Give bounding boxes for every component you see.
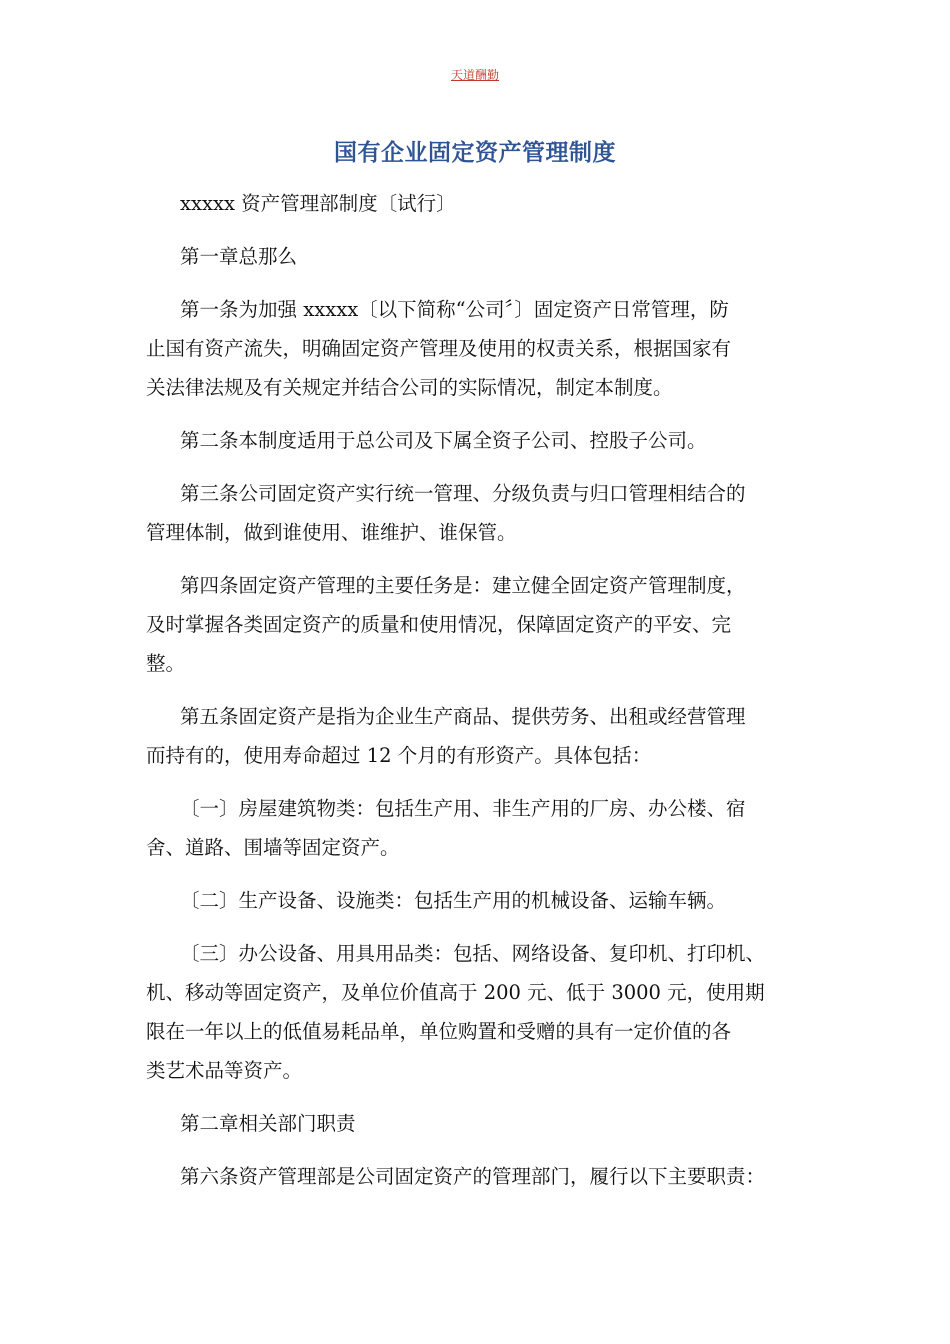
paragraph-line: 类艺术品等资产。 <box>146 1059 303 1082</box>
paragraph-line: 管理体制，做到谁使用、谁维护、谁保管。 <box>146 521 517 544</box>
paragraph-line: 及时掌握各类固定资产的质量和使用情况，保障固定资产的平安、完 <box>146 613 732 636</box>
paragraph-line: 〔一〕房屋建筑物类：包括生产用、非生产用的厂房、办公楼、宿 <box>180 797 746 820</box>
paragraph <box>146 474 836 552</box>
paragraph-line: 〔二〕生产设备、设施类：包括生产用的机械设备、运输车辆。 <box>180 889 727 912</box>
paragraph <box>146 237 836 276</box>
paragraph <box>146 1157 836 1196</box>
paragraph-line: 第三条公司固定资产实行统一管理、分级负责与归口管理相结合的 <box>180 482 746 505</box>
paragraph-line: 第五条固定资产是指为企业生产商品、提供劳务、出租或经营管理 <box>180 705 746 728</box>
paragraph-line: 第六条资产管理部是公司固定资产的管理部门，履行以下主要职责： <box>180 1165 766 1188</box>
paragraph-line: 止国有资产流失，明确固定资产管理及使用的权责关系，根据国家有 <box>146 337 732 360</box>
paragraph <box>146 934 836 1090</box>
paragraph-line: 限在一年以上的低值易耗品单，单位购置和受赠的具有一定价值的各 <box>146 1020 732 1043</box>
paragraph-line: 整。 <box>146 652 186 675</box>
paragraph <box>146 290 836 407</box>
paragraph-line: 第四条固定资产管理的主要任务是：建立健全固定资产管理制度， <box>180 574 746 597</box>
document-title: 国有企业固定资产管理制度 <box>334 140 616 166</box>
paragraph-line: 机、移动等固定资产，及单位价值高于 200 元、低于 3000 元，使用期 <box>146 981 765 1004</box>
paragraph <box>146 881 836 920</box>
paragraph-line: 第二条本制度适用于总公司及下属全资子公司、控股子公司。 <box>180 429 707 452</box>
paragraph-line: 第一条为加强 xxxxx〔以下简称“公司〞〕固定资产日常管理，防 <box>180 298 729 321</box>
header-watermark: 天道酬勤 <box>450 68 499 82</box>
paragraph <box>146 184 836 223</box>
paragraph <box>146 697 836 775</box>
paragraph <box>146 421 836 460</box>
paragraph-line: 关法律法规及有关规定并结合公司的实际情况，制定本制度。 <box>146 376 673 399</box>
paragraph <box>146 566 836 683</box>
document-body <box>146 184 836 1210</box>
paragraph-line: 舍、道路、围墙等固定资产。 <box>146 836 400 859</box>
paragraph-line: 第一章总那么 <box>180 245 298 268</box>
paragraph <box>146 1104 836 1143</box>
paragraph <box>146 789 836 867</box>
paragraph-line: xxxxx 资产管理部制度〔试行〕 <box>180 192 456 215</box>
paragraph-line: 而持有的，使用寿命超过 12 个月的有形资产。具体包括： <box>146 744 652 767</box>
paragraph-line: 〔三〕办公设备、用具用品类：包括、网络设备、复印机、打印机、 <box>180 942 766 965</box>
paragraph-line: 第二章相关部门职责 <box>180 1112 356 1135</box>
